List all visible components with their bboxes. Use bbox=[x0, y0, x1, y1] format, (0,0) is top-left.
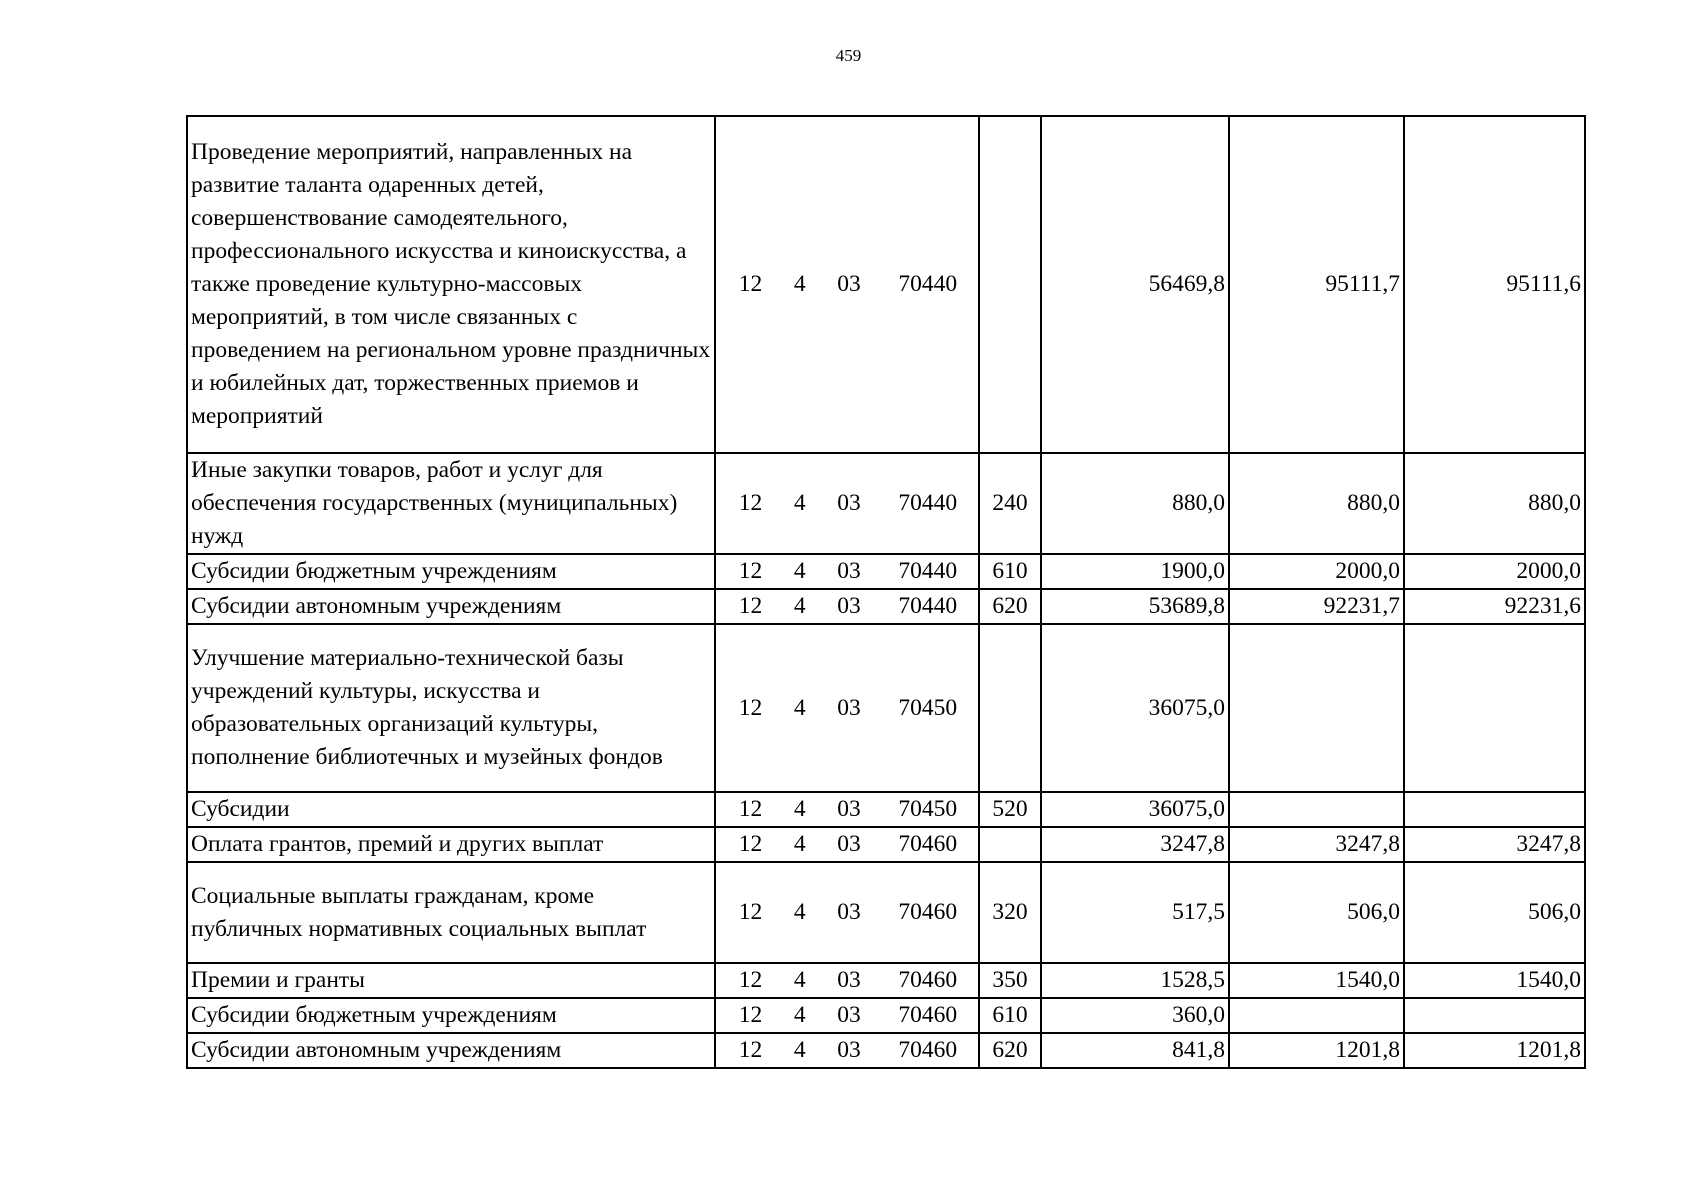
subprogram-code: 03 bbox=[837, 694, 861, 721]
amount-year-1: 1528,5 bbox=[1041, 963, 1229, 998]
subprogram-code: 03 bbox=[837, 593, 861, 619]
amount-year-1: 517,5 bbox=[1041, 862, 1229, 963]
program-code: 4 bbox=[793, 558, 806, 584]
direction-code: 70440 bbox=[898, 558, 958, 584]
amount-year-3: 95111,6 bbox=[1404, 116, 1585, 453]
table-row bbox=[187, 554, 1585, 589]
amount-year-1: 56469,8 bbox=[1041, 116, 1229, 453]
section-code: 12 bbox=[738, 899, 763, 925]
row-name: Оплата грантов, премий и других выплат bbox=[187, 827, 715, 862]
expense-type-code: 610 bbox=[979, 554, 1041, 589]
amount-year-3: 3247,8 bbox=[1404, 827, 1585, 862]
row-codes bbox=[715, 862, 979, 963]
expense-type-code bbox=[979, 624, 1041, 792]
subprogram-code: 03 bbox=[837, 899, 861, 925]
table-row bbox=[187, 998, 1585, 1033]
amount-year-2: 880,0 bbox=[1229, 453, 1404, 554]
amount-year-1: 841,8 bbox=[1041, 1033, 1229, 1068]
row-codes bbox=[715, 998, 979, 1033]
row-codes bbox=[715, 792, 979, 827]
subprogram-code: 03 bbox=[837, 831, 861, 857]
amount-year-1: 36075,0 bbox=[1041, 624, 1229, 792]
expense-type-code: 240 bbox=[979, 453, 1041, 554]
row-name: Иные закупки товаров, работ и услуг для обеспечения государственных (муниципальных) нужд bbox=[187, 453, 715, 554]
section-code: 12 bbox=[738, 490, 763, 516]
table-row bbox=[187, 1033, 1585, 1068]
expense-type-code: 610 bbox=[979, 998, 1041, 1033]
amount-year-3 bbox=[1404, 998, 1585, 1033]
row-name: Субсидии бюджетным учреждениям bbox=[187, 998, 715, 1033]
subprogram-code: 03 bbox=[837, 558, 861, 584]
amount-year-3 bbox=[1404, 624, 1585, 792]
section-code: 12 bbox=[738, 796, 763, 822]
table-row bbox=[187, 624, 1585, 792]
row-codes bbox=[715, 963, 979, 998]
row-codes bbox=[715, 589, 979, 624]
amount-year-2: 2000,0 bbox=[1229, 554, 1404, 589]
program-code: 4 bbox=[793, 694, 806, 721]
amount-year-2: 3247,8 bbox=[1229, 827, 1404, 862]
amount-year-3: 880,0 bbox=[1404, 453, 1585, 554]
amount-year-2: 506,0 bbox=[1229, 862, 1404, 963]
table-row bbox=[187, 963, 1585, 998]
row-name: Субсидии автономным учреждениям bbox=[187, 589, 715, 624]
row-codes bbox=[715, 453, 979, 554]
expense-type-code: 620 bbox=[979, 1033, 1041, 1068]
amount-year-2: 1201,8 bbox=[1229, 1033, 1404, 1068]
budget-table bbox=[186, 115, 1586, 1069]
amount-year-2: 95111,7 bbox=[1229, 116, 1404, 453]
amount-year-2: 92231,7 bbox=[1229, 589, 1404, 624]
amount-year-3: 506,0 bbox=[1404, 862, 1585, 963]
expense-type-code bbox=[979, 116, 1041, 453]
direction-code: 70460 bbox=[898, 1002, 958, 1028]
row-codes bbox=[715, 624, 979, 792]
row-name: Социальные выплаты гражданам, кроме публичных нормативных социальных выплат bbox=[187, 862, 715, 963]
section-code: 12 bbox=[738, 271, 763, 297]
direction-code: 70460 bbox=[898, 899, 958, 925]
subprogram-code: 03 bbox=[837, 967, 861, 993]
direction-code: 70440 bbox=[898, 490, 958, 516]
amount-year-3: 92231,6 bbox=[1404, 589, 1585, 624]
expense-type-code: 350 bbox=[979, 963, 1041, 998]
row-codes bbox=[715, 1033, 979, 1068]
program-code: 4 bbox=[793, 593, 806, 619]
section-code: 12 bbox=[738, 1037, 763, 1063]
amount-year-3: 1201,8 bbox=[1404, 1033, 1585, 1068]
subprogram-code: 03 bbox=[837, 796, 861, 822]
program-code: 4 bbox=[793, 796, 806, 822]
program-code: 4 bbox=[793, 831, 806, 857]
subprogram-code: 03 bbox=[837, 490, 861, 516]
amount-year-3: 2000,0 bbox=[1404, 554, 1585, 589]
amount-year-1: 36075,0 bbox=[1041, 792, 1229, 827]
row-name: Субсидии автономным учреждениям bbox=[187, 1033, 715, 1068]
table-row bbox=[187, 862, 1585, 963]
subprogram-code: 03 bbox=[837, 271, 861, 297]
program-code: 4 bbox=[793, 490, 806, 516]
program-code: 4 bbox=[793, 271, 806, 297]
expense-type-code: 620 bbox=[979, 589, 1041, 624]
amount-year-1: 3247,8 bbox=[1041, 827, 1229, 862]
amount-year-1: 880,0 bbox=[1041, 453, 1229, 554]
row-codes bbox=[715, 116, 979, 453]
expense-type-code bbox=[979, 827, 1041, 862]
program-code: 4 bbox=[793, 899, 806, 925]
section-code: 12 bbox=[738, 593, 763, 619]
section-code: 12 bbox=[738, 967, 763, 993]
direction-code: 70440 bbox=[898, 271, 958, 297]
section-code: 12 bbox=[738, 831, 763, 857]
row-codes bbox=[715, 827, 979, 862]
section-code: 12 bbox=[738, 1002, 763, 1028]
program-code: 4 bbox=[793, 1002, 806, 1028]
direction-code: 70450 bbox=[898, 796, 958, 822]
subprogram-code: 03 bbox=[837, 1002, 861, 1028]
amount-year-1: 360,0 bbox=[1041, 998, 1229, 1033]
subprogram-code: 03 bbox=[837, 1037, 861, 1063]
amount-year-2 bbox=[1229, 624, 1404, 792]
expense-type-code: 320 bbox=[979, 862, 1041, 963]
row-name: Премии и гранты bbox=[187, 963, 715, 998]
direction-code: 70460 bbox=[898, 1037, 958, 1063]
row-name: Проведение мероприятий, направленных на развитие таланта одаренных детей, совершенствование самодеятельного, профессионального искусства и киноискусства, а также проведение культурно-массовых мероприятий, в том числе связанных с проведением на региональном уровне праздничных и юбилейных дат, торжественных приемов и мероприятий bbox=[187, 116, 715, 453]
amount-year-2 bbox=[1229, 792, 1404, 827]
amount-year-2 bbox=[1229, 998, 1404, 1033]
table-row bbox=[187, 589, 1585, 624]
table-row bbox=[187, 116, 1585, 453]
row-name: Субсидии bbox=[187, 792, 715, 827]
program-code: 4 bbox=[793, 1037, 806, 1063]
row-codes bbox=[715, 554, 979, 589]
page-number: 459 bbox=[835, 46, 862, 65]
table-row bbox=[187, 792, 1585, 827]
direction-code: 70460 bbox=[898, 831, 958, 857]
row-name: Субсидии бюджетным учреждениям bbox=[187, 554, 715, 589]
table-row bbox=[187, 827, 1585, 862]
section-code: 12 bbox=[738, 558, 763, 584]
section-code: 12 bbox=[738, 694, 763, 721]
table-row bbox=[187, 453, 1585, 554]
amount-year-1: 1900,0 bbox=[1041, 554, 1229, 589]
expense-type-code: 520 bbox=[979, 792, 1041, 827]
amount-year-3: 1540,0 bbox=[1404, 963, 1585, 998]
direction-code: 70450 bbox=[898, 694, 958, 721]
direction-code: 70440 bbox=[898, 593, 958, 619]
row-name: Улучшение материально-технической базы учреждений культуры, искусства и образовательных организаций культуры, пополнение библиотечных и музейных фондов bbox=[187, 624, 715, 792]
amount-year-3 bbox=[1404, 792, 1585, 827]
program-code: 4 bbox=[793, 967, 806, 993]
direction-code: 70460 bbox=[898, 967, 958, 993]
amount-year-2: 1540,0 bbox=[1229, 963, 1404, 998]
amount-year-1: 53689,8 bbox=[1041, 589, 1229, 624]
